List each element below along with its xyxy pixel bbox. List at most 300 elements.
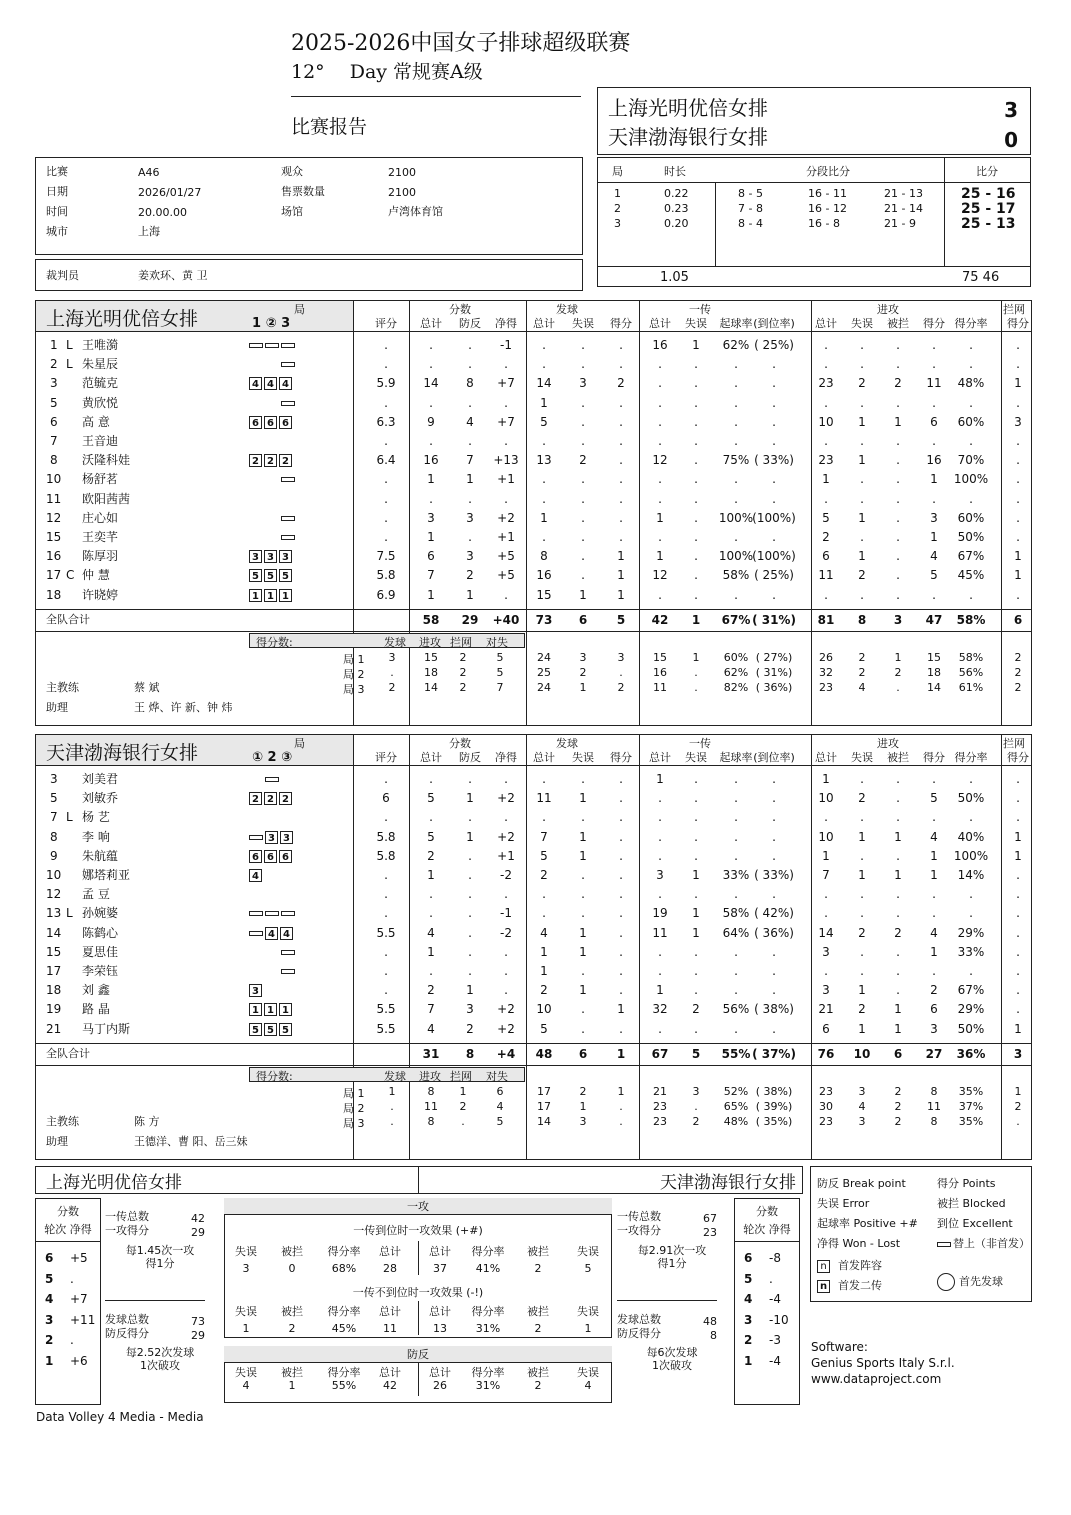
stat-value: . [619, 906, 623, 921]
stat-value: 1 [930, 868, 938, 882]
stat-value: 7 [427, 568, 435, 583]
stat-value: . [694, 829, 698, 844]
stat-value: . [694, 357, 698, 372]
breakpoints-value: 29 [191, 1329, 205, 1342]
sideout-value: 45% [331, 1322, 357, 1335]
stat-by-set: . [1016, 1115, 1020, 1128]
stat-value: 5.8 [376, 568, 396, 583]
stat-value: . [384, 338, 388, 352]
legend-item [817, 1215, 918, 1231]
stat-by-set: 23 [819, 1115, 833, 1128]
stat-value: . [772, 587, 776, 602]
stat-value: . [694, 434, 698, 448]
stat-by-set: 2 [1014, 681, 1022, 694]
stat-value: 58% [722, 568, 750, 583]
stat-value: . [1016, 530, 1020, 544]
set-label: 局 2 [343, 668, 365, 681]
stat-by-set: ( 31%) [755, 666, 793, 679]
legend-desc: Points [962, 1177, 996, 1190]
stat-value: . [896, 887, 900, 902]
stat-value: 6 [427, 549, 435, 564]
stat-by-set: 2 [894, 666, 902, 679]
group-header: 分数 [449, 737, 471, 750]
player-number: 10 [46, 472, 62, 487]
stat-value: . [694, 810, 698, 825]
stat-value: . [658, 376, 662, 391]
stat-value: 1 [858, 453, 866, 468]
stat-value: 1 [858, 549, 866, 564]
stat-by-set: 11 [653, 681, 667, 694]
team-name: 上海光明优倍女排 [46, 308, 199, 330]
stat-value: 2 [466, 1021, 474, 1036]
player-number: 14 [46, 925, 62, 940]
stat-value: . [969, 395, 973, 410]
stat-value: . [581, 549, 585, 564]
team-total-value: 67 [651, 1047, 669, 1061]
sideout-value: 1 [288, 1379, 296, 1392]
stat-value: ( 36%) [754, 925, 794, 940]
stat-value: . [542, 530, 546, 544]
stat-value: . [658, 395, 662, 410]
stat-value: . [1016, 964, 1020, 978]
stat-value: 3 [579, 376, 587, 391]
substitute-marker [265, 911, 279, 916]
stat-value: 100% [718, 510, 754, 525]
stat-value: 100% [953, 848, 989, 863]
stat-value: . [384, 491, 388, 506]
stat-value: ( 33%) [754, 868, 794, 882]
stat-value: 2 [894, 925, 902, 940]
stat-value: 14 [423, 376, 439, 391]
stat-value: . [896, 772, 900, 786]
sideout-col-header: 总计 [379, 1366, 401, 1379]
points-by-set: 4 [496, 1100, 504, 1113]
stat-value: . [468, 868, 472, 882]
stat-value: 1 [656, 510, 664, 525]
player-name: 孟 豆 [82, 887, 110, 902]
summary-away-name: 天津渤海银行女排 [660, 1173, 796, 1193]
stat-value: (100%) [752, 549, 796, 564]
column-divider [418, 1301, 419, 1335]
rotation-net: +5 [70, 1251, 88, 1265]
rotation-number: 2 [45, 1333, 54, 1347]
stat-value: 3 [822, 983, 830, 998]
sideout-value: 41% [475, 1262, 501, 1275]
stat-value: . [384, 887, 388, 902]
stat-value: +2 [497, 829, 515, 844]
stat-value: . [429, 395, 433, 410]
team-total-value: 55% [721, 1047, 751, 1061]
stat-value: . [932, 810, 936, 825]
player-number: 7 [50, 810, 58, 825]
stat-value: 15 [536, 587, 552, 602]
starting-position: 2 [279, 454, 292, 467]
stat-value: 2 [427, 983, 435, 998]
stat-value: . [734, 810, 738, 825]
stat-value: . [581, 1021, 585, 1036]
column-header: 失误 [851, 317, 873, 330]
player-row [36, 847, 1031, 866]
stat-value: . [896, 587, 900, 602]
sideout-col-header: 被拦 [527, 1305, 549, 1318]
stat-value: . [896, 983, 900, 998]
sideout-col-header: 得分率 [327, 1245, 361, 1258]
player-name: 陈鹤心 [82, 925, 119, 940]
stat-value: . [429, 810, 433, 825]
stat-by-set: 4 [858, 681, 866, 694]
total-points: 75 46 [962, 270, 1000, 285]
stat-value: . [581, 568, 585, 583]
substitute-marker [249, 835, 263, 840]
stat-by-set: 2 [894, 1100, 902, 1113]
stat-value: 6.4 [376, 453, 396, 468]
points-by-set: 5 [496, 1115, 504, 1128]
stat-value: 29% [957, 925, 985, 940]
team-total-value: 58 [422, 613, 440, 627]
stat-value: 1 [858, 1021, 866, 1036]
stat-by-set: 4 [858, 1100, 866, 1113]
set-score: 25 - 16 [961, 186, 1016, 202]
stat-value: . [969, 906, 973, 921]
stat-value: . [694, 887, 698, 902]
stat-value: . [734, 887, 738, 902]
stat-value: . [1016, 587, 1020, 602]
team-total-value: 81 [817, 613, 835, 627]
stat-by-set: 56% [958, 666, 984, 679]
stat-value: ( 25%) [754, 568, 794, 583]
stat-value: . [581, 357, 585, 372]
player-name: 庄心如 [82, 510, 119, 525]
stat-value: . [468, 906, 472, 921]
breakpoints-value: 8 [710, 1329, 717, 1342]
set-lineup [249, 394, 297, 413]
column-divider [418, 1241, 419, 1275]
stat-by-set: 3 [858, 1085, 866, 1098]
set-label: 局 2 [343, 1102, 365, 1115]
set-partial-21: 21 - 13 [884, 187, 923, 200]
column-header: 得分 [1007, 317, 1029, 330]
stat-value: . [1016, 983, 1020, 998]
sideout-value: 11 [383, 1322, 397, 1335]
points-by-set: . [390, 1100, 394, 1113]
stat-value: . [384, 395, 388, 410]
stat-value: 1 [466, 983, 474, 998]
player-number: 12 [46, 510, 62, 525]
stat-value: . [896, 395, 900, 410]
player-row [36, 547, 1031, 566]
sideout-col-header: 总计 [429, 1305, 451, 1318]
stat-value: . [542, 906, 546, 921]
stat-value: . [658, 944, 662, 959]
stat-value: . [581, 772, 585, 786]
player-role: L [66, 906, 73, 921]
substitute-marker [249, 343, 263, 348]
stat-by-set: 21 [653, 1085, 667, 1098]
player-name: 仲 慧 [82, 568, 110, 583]
stat-value: 16 [926, 453, 942, 468]
stat-value: . [619, 338, 623, 352]
stat-by-set: 2 [617, 681, 625, 694]
stat-value: . [581, 338, 585, 352]
stat-value: 1 [822, 848, 830, 863]
points-by-set: . [390, 1115, 394, 1128]
stat-value: 1 [540, 395, 548, 410]
stat-by-set: 48% [723, 1115, 749, 1128]
points-label: 得分数: [256, 1070, 293, 1083]
assistant-label: 助理 [46, 701, 68, 714]
column-header: 总计 [420, 751, 442, 764]
stat-value: 2 [858, 791, 866, 806]
stat-value: . [734, 848, 738, 863]
stat-value: 3 [1014, 414, 1022, 429]
starting-position: 6 [279, 850, 292, 863]
stat-value: 8 [466, 376, 474, 391]
set-duration: 0.23 [664, 202, 689, 215]
player-row [36, 828, 1031, 847]
legend-term: 得分 [937, 1177, 959, 1190]
stat-value: 3 [822, 944, 830, 959]
stat-value: . [969, 338, 973, 352]
stat-value: . [734, 395, 738, 410]
set-label: 局 1 [343, 1087, 365, 1100]
stat-value: 3 [656, 868, 664, 882]
set-lineup [249, 355, 297, 374]
set-lineup [249, 828, 295, 847]
points-col-header: 对失 [486, 636, 508, 649]
player-row [36, 808, 1031, 827]
scoreboard [597, 87, 1031, 155]
referees-value: 姜欢环、黄 卫 [138, 269, 208, 282]
set-lineup [249, 432, 297, 451]
label-tickets: 售票数量 [281, 185, 325, 198]
stat-value: . [860, 472, 864, 487]
sideout-col-header: 失误 [577, 1245, 599, 1258]
column-header: 起球率 [719, 751, 753, 764]
stat-value: . [504, 772, 508, 786]
group-header: 拦网 [1003, 303, 1025, 316]
team-total-value: 6 [578, 1047, 588, 1061]
stat-value: . [896, 472, 900, 487]
stat-value: . [932, 964, 936, 978]
group-header: 一传 [689, 303, 711, 316]
stat-value: . [619, 453, 623, 468]
stat-value: . [694, 791, 698, 806]
stat-value: . [734, 357, 738, 372]
summary-home-name: 上海光明优倍女排 [46, 1173, 182, 1193]
stat-value: 2 [692, 1002, 700, 1017]
player-row [36, 355, 1031, 374]
stat-value: 4 [930, 549, 938, 564]
legend-item [937, 1195, 1006, 1211]
stat-value: +2 [497, 510, 515, 525]
stat-value: 1 [1014, 549, 1022, 564]
player-row [36, 943, 1031, 962]
break-ratio: 每6次发球 1次破攻 [646, 1346, 698, 1372]
stat-value: . [694, 376, 698, 391]
team-total-value: 6 [1013, 613, 1023, 627]
column-header: 总计 [649, 751, 671, 764]
sideout-col-header: 得分率 [471, 1366, 505, 1379]
stat-value: . [772, 376, 776, 391]
set-lineup [249, 490, 297, 509]
stat-value: . [619, 395, 623, 410]
set-lineup [249, 943, 297, 962]
player-name: 朱星辰 [82, 357, 119, 372]
stat-value: 5 [427, 829, 435, 844]
starting-position: 2 [279, 792, 292, 805]
group-header: 进攻 [877, 737, 899, 750]
stat-value: . [896, 944, 900, 959]
rotation-number: 6 [45, 1251, 54, 1265]
set-lineup [249, 528, 297, 547]
stat-value: 2 [617, 376, 625, 391]
label-audience: 观众 [281, 165, 303, 178]
stat-value: 8 [540, 549, 548, 564]
column-header: (到位率) [753, 317, 795, 330]
set-score: 25 - 17 [961, 201, 1016, 217]
starting-position: 6 [279, 416, 292, 429]
set-lineup [249, 962, 297, 981]
stat-value: 23 [818, 453, 834, 468]
legend-item [937, 1175, 996, 1191]
stat-value: 3 [466, 549, 474, 564]
stat-value: . [619, 829, 623, 844]
player-name: 娜塔莉亚 [82, 868, 131, 882]
stat-value: . [619, 491, 623, 506]
stat-value: 13 [536, 453, 552, 468]
starting-position: 4 [279, 377, 292, 390]
stat-value: . [542, 338, 546, 352]
stat-by-set: . [619, 1115, 623, 1128]
stat-value: 1 [1014, 568, 1022, 583]
points-by-set: . [461, 1115, 465, 1128]
legend-term: 失误 [817, 1197, 839, 1210]
stat-value: 3 [466, 510, 474, 525]
player-number: 19 [46, 1002, 62, 1017]
stat-value: . [581, 395, 585, 410]
sideout-title: 一攻 [224, 1198, 612, 1215]
divider [291, 96, 581, 97]
divider [617, 1300, 717, 1301]
points-col-header: 拦网 [450, 1070, 472, 1083]
sideout-col-header: 失误 [235, 1366, 257, 1379]
stat-value: 1 [858, 829, 866, 844]
stat-value: . [772, 887, 776, 902]
stat-value: . [772, 983, 776, 998]
legend-item [937, 1273, 1003, 1291]
column-header: 得分 [1007, 751, 1029, 764]
stat-value: . [468, 772, 472, 786]
legend-item [937, 1215, 1013, 1231]
stat-value: 1 [692, 868, 700, 882]
sideout-col-header: 失误 [577, 1366, 599, 1379]
set-duration: 0.22 [664, 187, 689, 200]
stat-value: . [860, 964, 864, 978]
rotation-number: 4 [45, 1292, 54, 1306]
assistant-names: 王德洋、曹 阳、岳三妹 [134, 1135, 248, 1148]
column-header: 被拦 [887, 751, 909, 764]
stat-value: . [1016, 887, 1020, 902]
stat-value: 67% [957, 983, 985, 998]
stat-value: 4 [466, 414, 474, 429]
starting-position: 2 [249, 792, 262, 805]
sideout-points-label: 一攻得分 [617, 1224, 661, 1237]
stat-value: 4 [427, 1021, 435, 1036]
stat-value: 70% [957, 453, 985, 468]
set-number: 1 [614, 187, 621, 200]
player-name: 范毓克 [82, 376, 119, 391]
stat-value: . [694, 472, 698, 487]
stat-value: . [468, 944, 472, 959]
stat-value: ( 25%) [754, 338, 794, 352]
stat-value: 2 [427, 848, 435, 863]
substitute-marker [249, 931, 263, 936]
row-divider [36, 765, 1031, 766]
stat-value: . [542, 887, 546, 902]
stat-value: 5 [540, 414, 548, 429]
stat-by-set: 2 [1014, 1100, 1022, 1113]
stat-by-set: 2 [692, 1115, 700, 1128]
stat-value: 1 [579, 587, 587, 602]
stat-value: -2 [500, 925, 512, 940]
stat-value: . [1016, 868, 1020, 882]
team-total-label: 全队合计 [46, 1047, 90, 1060]
stat-value: . [468, 964, 472, 978]
row-divider [36, 331, 1031, 332]
rotation-number: 5 [45, 1271, 54, 1286]
sideout-value: 68% [331, 1262, 357, 1275]
player-name: 王音迪 [82, 434, 119, 448]
player-number: 9 [50, 848, 58, 863]
stat-value: . [581, 868, 585, 882]
stat-value: . [1016, 338, 1020, 352]
substitute-marker [281, 969, 295, 974]
rot-head2: 轮次 净得 [44, 1223, 92, 1236]
stat-value: 1 [930, 848, 938, 863]
stat-value: 7 [427, 1002, 435, 1017]
column-header: 得分率 [954, 751, 988, 764]
sideout-value: 2 [534, 1379, 542, 1392]
stat-value: . [504, 964, 508, 978]
summary-header [35, 1166, 803, 1194]
stat-value: . [1016, 472, 1020, 487]
label-date: 日期 [46, 185, 68, 198]
stat-value: . [969, 772, 973, 786]
stat-value: 2 [894, 376, 902, 391]
stat-value: . [694, 944, 698, 959]
team-total-value: 73 [535, 613, 553, 627]
stat-value: . [969, 434, 973, 448]
stat-value: . [860, 338, 864, 352]
stat-by-set: 1 [894, 651, 902, 664]
stat-by-set: 23 [819, 681, 833, 694]
rotation-net: -10 [769, 1312, 789, 1327]
stat-by-set: 30 [819, 1100, 833, 1113]
home-rotation-box [35, 1198, 101, 1405]
player-name: 高 意 [82, 414, 110, 429]
stat-value: 14% [957, 868, 985, 882]
sideout-value: 31% [475, 1322, 501, 1335]
stat-value: . [860, 906, 864, 921]
stat-value: 1 [617, 549, 625, 564]
stat-by-set: 1 [692, 651, 700, 664]
stat-value: 10 [536, 1002, 552, 1017]
label-venue: 场馆 [281, 205, 303, 218]
stat-by-set: . [694, 681, 698, 694]
stat-value: 6 [382, 791, 390, 806]
stat-value: . [896, 791, 900, 806]
stat-value: 1 [894, 829, 902, 844]
